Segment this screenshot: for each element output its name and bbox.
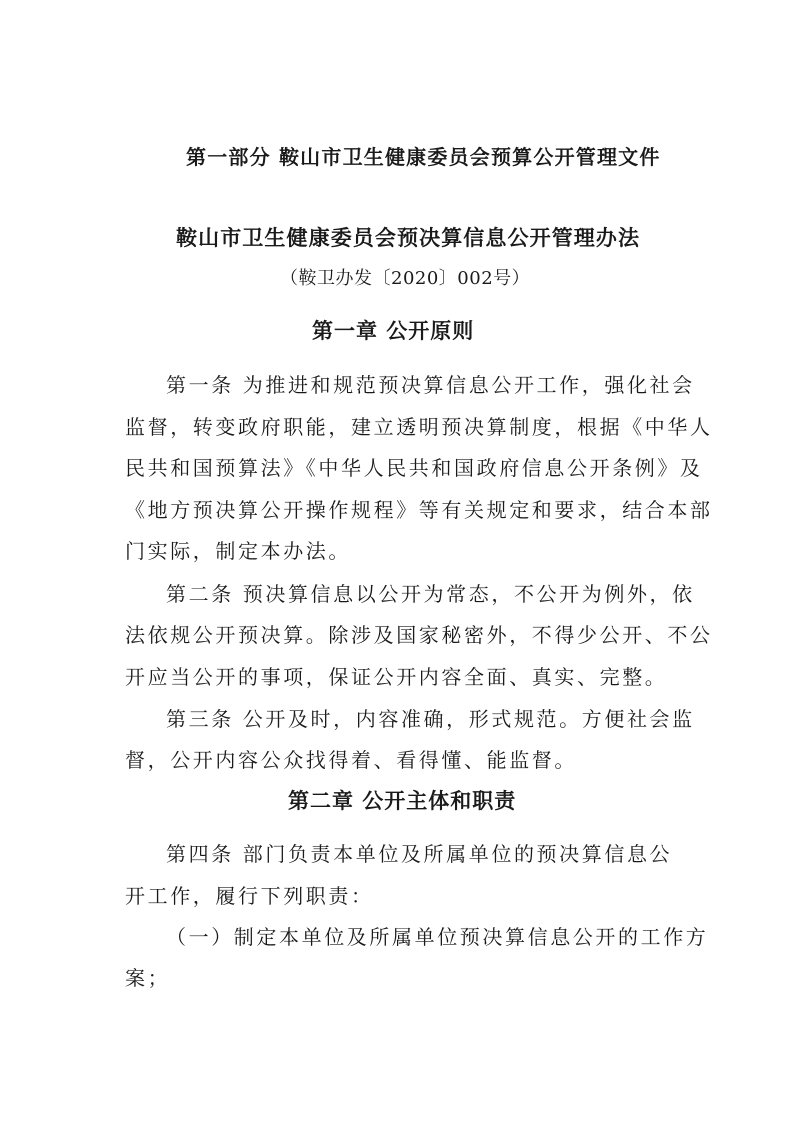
chapter-2-heading: 第二章 公开主体和职责 (288, 789, 517, 813)
item-1-line: 案； (125, 966, 171, 990)
article-2-line: 开应当公开的事项，保证公开内容全面、真实、完整。 (125, 665, 668, 689)
document-title: 鞍山市卫生健康委员会预决算信息公开管理办法 (176, 226, 641, 250)
article-1-line: 第一条 为推进和规范预决算信息公开工作，强化社会 (166, 373, 695, 397)
article-4-line: 第四条 部门负责本单位及所属单位的预决算信息公 (166, 842, 673, 866)
part-title: 第一部分 鞍山市卫生健康委员会预算公开管理文件 (186, 145, 661, 169)
article-3-line: 督，公开内容公众找得着、看得懂、能监督。 (125, 748, 577, 772)
document-number: （鞍卫办发〔2020〕002号） (280, 268, 531, 289)
item-1-line: （一）制定本单位及所属单位预决算信息公开的工作方 (166, 925, 709, 949)
article-2-line: 法依规公开预决算。除涉及国家秘密外，不得少公开、不公 (125, 623, 713, 647)
article-2-line: 第二条 预决算信息以公开为常态，不公开为例外，依 (166, 582, 695, 606)
article-1-line: 门实际，制定本办法。 (125, 539, 351, 563)
article-3-line: 第三条 公开及时，内容准确，形式规范。方便社会监 (166, 707, 695, 731)
article-1-line: 民共和国预算法》《中华人民共和国政府信息公开条例》及 (125, 456, 703, 480)
article-1-line: 《地方预决算公开操作规程》等有关规定和要求，结合本部 (125, 498, 713, 522)
chapter-1-heading: 第一章 公开原则 (312, 319, 475, 343)
article-1-line: 监督，转变政府职能，建立透明预决算制度，根据《中华人 (125, 415, 713, 439)
article-4-line: 开工作，履行下列职责： (125, 884, 374, 908)
